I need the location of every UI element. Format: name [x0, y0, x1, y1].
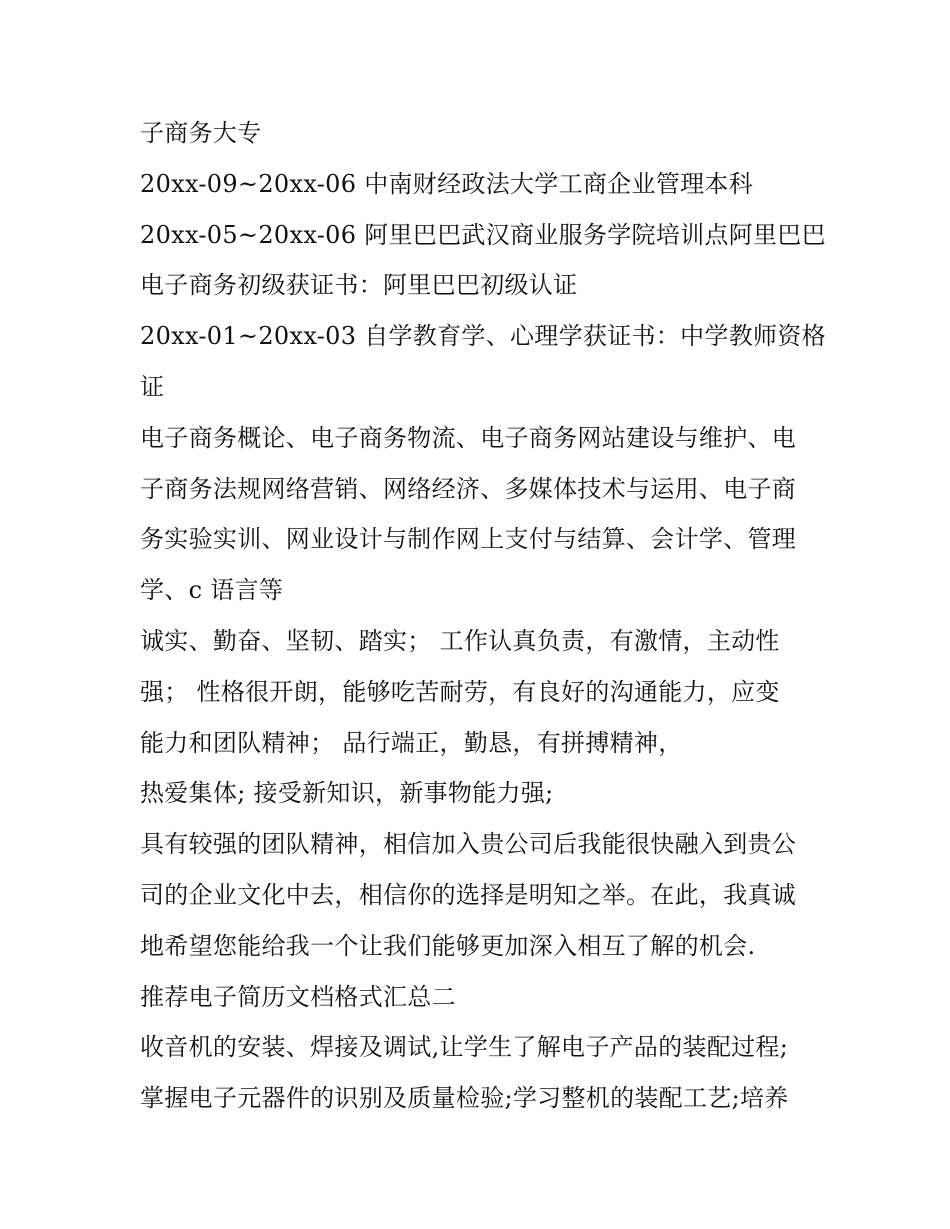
text-line: 强； 性格很开朗，能够吃苦耐劳，有良好的沟通能力，应变: [140, 677, 780, 706]
text-line: 能力和团队精神； 品行端正，勤恳，有拼搏精神，: [140, 728, 683, 757]
text-line: 具有较强的团队精神，相信加入贵公司后我能很快融入到贵公: [140, 830, 797, 859]
text-line: 电子商务概论、电子商务物流、电子商务网站建设与维护、电: [140, 423, 797, 452]
text-line: 20xx-01~20xx-03 自学教育学、心理学获证书：中学教师资格: [140, 322, 826, 351]
text-line: 收音机的安装、焊接及调试,让学生了解电子产品的装配过程;: [140, 1033, 789, 1062]
text-line: 子商务大专: [140, 119, 262, 147]
text-line: 子商务法规网络营销、网络经济、多媒体技术与运用、电子商: [140, 474, 797, 503]
text-line: 司的企业文化中去，相信你的选择是明知之举。在此，我真诚: [140, 880, 797, 909]
document-body: [140, 108, 830, 1124]
text-line: 20xx-09~20xx-06 中南财经政法大学工商企业管理本科: [140, 169, 754, 198]
text-line: 掌握电子元器件的识别及质量检验;学习整机的装配工艺;培养: [140, 1084, 789, 1113]
text-line: 热爱集体; 接受新知识，新事物能力强;: [140, 779, 554, 808]
text-line: 地希望您能给我一个让我们能够更加深入相互了解的机会.: [140, 931, 756, 960]
text-line: 20xx-05~20xx-06 阿里巴巴武汉商业服务学院培训点阿里巴巴: [140, 220, 826, 249]
text-line: 电子商务初级获证书：阿里巴巴初级认证: [140, 271, 578, 300]
text-line: 诚实、勤奋、坚韧、踏实； 工作认真负责，有激情，主动性: [140, 626, 780, 655]
text-line: 证: [140, 372, 165, 401]
text-line: 学、c 语言等: [140, 576, 284, 605]
text-line: 务实验实训、网业设计与制作网上支付与结算、会计学、管理: [140, 525, 797, 554]
section-heading: 推荐电子简历文档格式汇总二: [140, 982, 456, 1011]
